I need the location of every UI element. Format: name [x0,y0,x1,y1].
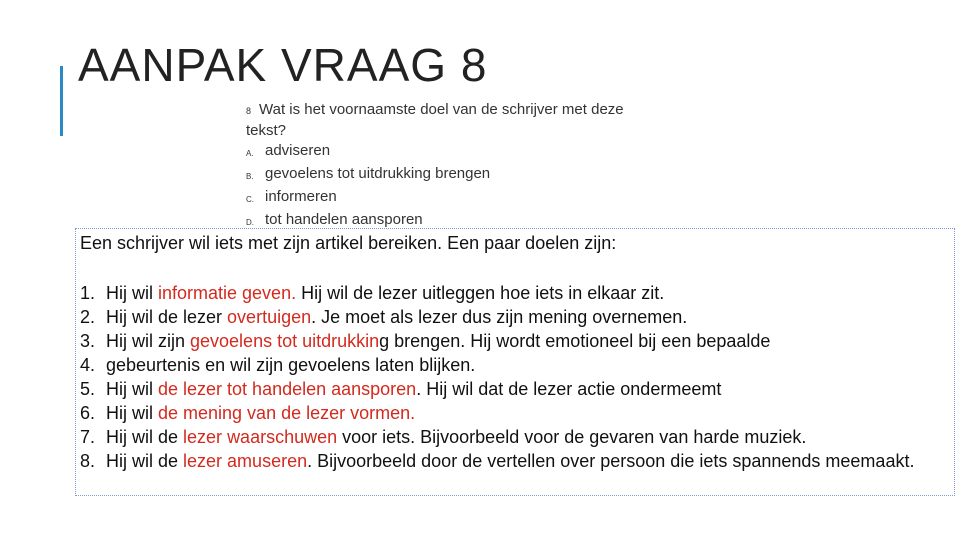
accent-bar [60,66,63,136]
option-c: C. informeren [246,188,337,205]
option-d: D. tot handelen aansporen [246,211,423,228]
list-item: 4. gebeurtenis en wil zijn gevoelens laten blijken. [80,355,476,375]
question-number: 8 [246,106,252,116]
list-item: 5. Hij wil de lezer tot handelen aansporen. Hij wil dat de lezer actie ondermeemt [80,379,722,399]
list-item: 6. Hij wil de mening van de lezer vormen. [80,403,416,423]
question-text-2: tekst? [246,122,287,139]
question-text-1: Wat is het voornaamste doel van de schrijver met deze [259,101,624,118]
slide-title: AANPAK VRAAG 8 [78,39,488,91]
goals-list [80,281,940,473]
intro-text: Een schrijver wil iets met zijn artikel bereiken. Een paar doelen zijn: [80,233,617,253]
list-item: 1. Hij wil informatie geven. Hij wil de lezer uitleggen hoe iets in elkaar zit. [80,283,665,303]
question-line-1 [246,100,706,121]
question-block [246,100,706,233]
list-item: 2. Hij wil de lezer overtuigen. Je moet als lezer dus zijn mening overnemen. [80,307,688,327]
list-item: 8. Hij wil de lezer amuseren. Bijvoorbeeld door de vertellen over persoon die iets spannends meemaakt. [80,451,915,471]
option-b: B. gevoelens tot uitdrukking brengen [246,165,491,182]
option-a: A. adviseren [246,142,331,159]
list-item: 3. Hij wil zijn gevoelens tot uitdrukking brengen. Hij wordt emotioneel bij een bepaalde [80,331,771,351]
list-item: 7. Hij wil de lezer waarschuwen voor iets. Bijvoorbeeld voor de gevaren van harde muziek. [80,427,807,447]
